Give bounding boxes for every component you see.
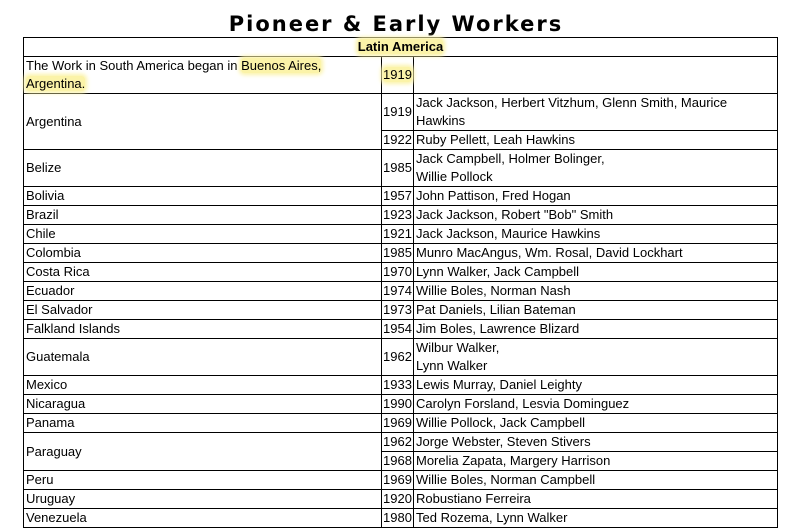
workers-cell: [414, 282, 778, 301]
year-cell: 1990: [382, 395, 414, 414]
country-cell: Belize: [24, 150, 382, 187]
country-cell: Colombia: [24, 244, 382, 263]
workers-text: Willie Pollock, Jack Campbell: [416, 415, 586, 430]
workers-cell: [414, 244, 778, 263]
workers-text: Jack Jackson, Maurice Hawkins: [416, 226, 601, 241]
workers-cell: [414, 206, 778, 225]
workers-text: John Pattison, Fred Hogan: [416, 188, 571, 203]
year-cell: 1962: [382, 339, 414, 376]
year-cell: 1919: [382, 94, 414, 131]
year-cell: 1962: [382, 433, 414, 452]
year-cell: 1980: [382, 509, 414, 528]
workers-cell: [414, 509, 778, 528]
workers-text: Willie Boles, Norman Campbell: [416, 472, 596, 487]
table-row: [24, 376, 778, 395]
region-header: [24, 38, 778, 57]
table-row: [24, 395, 778, 414]
year-cell: 1973: [382, 301, 414, 320]
workers-text: Robustiano Ferreira: [416, 491, 531, 506]
table-row: [24, 301, 778, 320]
workers-text: Jack Jackson, Robert "Bob" Smith: [416, 207, 614, 222]
intro-empty-cell: [414, 57, 778, 94]
table-row: [24, 263, 778, 282]
workers-cell: [414, 395, 778, 414]
workers-cell: [414, 452, 778, 471]
workers-cell: [414, 320, 778, 339]
table-row: [24, 187, 778, 206]
country-cell: Chile: [24, 225, 382, 244]
country-cell: Falkland Islands: [24, 320, 382, 339]
table-row: [24, 244, 778, 263]
workers-text: Jack Jackson, Herbert Vitzhum, Glenn Smith, Maurice Hawkins: [416, 95, 728, 128]
year-cell: 1921: [382, 225, 414, 244]
year-cell: 1968: [382, 452, 414, 471]
country-cell: Mexico: [24, 376, 382, 395]
workers-table-body: [24, 38, 778, 528]
page-title: Pioneer & Early Workers: [228, 12, 564, 36]
workers-text: Wilbur Walker,: [416, 340, 500, 355]
intro-year: 1919: [383, 67, 412, 82]
workers-text: Carolyn Forsland, Lesvia Dominguez: [416, 396, 630, 411]
region-header-row: [24, 38, 778, 57]
workers-cell: [414, 263, 778, 282]
table-row: [24, 471, 778, 490]
workers-text-line2: Willie Pollock: [416, 169, 493, 184]
country-cell: Brazil: [24, 206, 382, 225]
table-row: [24, 282, 778, 301]
workers-cell: [414, 150, 778, 187]
country-cell: Costa Rica: [24, 263, 382, 282]
country-cell: Nicaragua: [24, 395, 382, 414]
year-cell: 1920: [382, 490, 414, 509]
workers-text: Lewis Murray, Daniel Leighty: [416, 377, 582, 392]
intro-cell: [24, 57, 382, 94]
country-cell: Uruguay: [24, 490, 382, 509]
workers-cell: [414, 131, 778, 150]
year-cell: 1954: [382, 320, 414, 339]
workers-table: [23, 37, 778, 528]
country-cell: Argentina: [24, 94, 382, 150]
year-cell: 1933: [382, 376, 414, 395]
intro-text: The Work in South America began in: [26, 58, 242, 73]
country-cell: Paraguay: [24, 433, 382, 471]
table-row: [24, 150, 778, 187]
table-row: [24, 433, 778, 452]
country-cell: Ecuador: [24, 282, 382, 301]
year-cell: 1970: [382, 263, 414, 282]
year-cell: 1985: [382, 150, 414, 187]
table-row: [24, 225, 778, 244]
table-row: [24, 490, 778, 509]
year-cell: 1985: [382, 244, 414, 263]
workers-cell: [414, 376, 778, 395]
workers-text: Pat Daniels, Lilian Bateman: [416, 302, 576, 317]
intro-row: [24, 57, 778, 94]
country-cell: Panama: [24, 414, 382, 433]
workers-text: Jim Boles, Lawrence Blizard: [416, 321, 580, 336]
region-label: Latin America: [357, 39, 444, 54]
intro-place-line2: Argentina.: [26, 76, 86, 91]
intro-place-line1: Buenos Aires,: [241, 58, 322, 73]
year-cell: 1969: [382, 414, 414, 433]
table-row: [24, 94, 778, 131]
workers-cell: [414, 94, 778, 131]
workers-cell: [414, 414, 778, 433]
workers-text: Jorge Webster, Steven Stivers: [416, 434, 591, 449]
workers-text: Ted Rozema, Lynn Walker: [416, 510, 568, 525]
workers-cell: [414, 471, 778, 490]
workers-text-line2: Lynn Walker: [416, 358, 488, 373]
year-cell: 1969: [382, 471, 414, 490]
workers-text: Jack Campbell, Holmer Bolinger,: [416, 151, 605, 166]
workers-text: Ruby Pellett, Leah Hawkins: [416, 132, 575, 147]
year-cell: 1923: [382, 206, 414, 225]
workers-cell: [414, 339, 778, 376]
table-row: [24, 206, 778, 225]
workers-cell: [414, 225, 778, 244]
country-cell: Peru: [24, 471, 382, 490]
country-cell: Venezuela: [24, 509, 382, 528]
year-cell: 1957: [382, 187, 414, 206]
workers-cell: [414, 433, 778, 452]
workers-text: Munro MacAngus, Wm. Rosal, David Lockhart: [416, 245, 683, 260]
workers-cell: [414, 187, 778, 206]
intro-year-cell: [382, 57, 414, 94]
table-row: [24, 339, 778, 376]
workers-cell: [414, 301, 778, 320]
workers-text: Morelia Zapata, Margery Harrison: [416, 453, 611, 468]
table-row: [24, 509, 778, 528]
table-row: [24, 414, 778, 433]
year-cell: 1922: [382, 131, 414, 150]
year-cell: 1974: [382, 282, 414, 301]
workers-cell: [414, 490, 778, 509]
country-cell: Guatemala: [24, 339, 382, 376]
workers-text: Lynn Walker, Jack Campbell: [416, 264, 580, 279]
country-cell: Bolivia: [24, 187, 382, 206]
table-row: [24, 320, 778, 339]
workers-text: Willie Boles, Norman Nash: [416, 283, 571, 298]
country-cell: El Salvador: [24, 301, 382, 320]
